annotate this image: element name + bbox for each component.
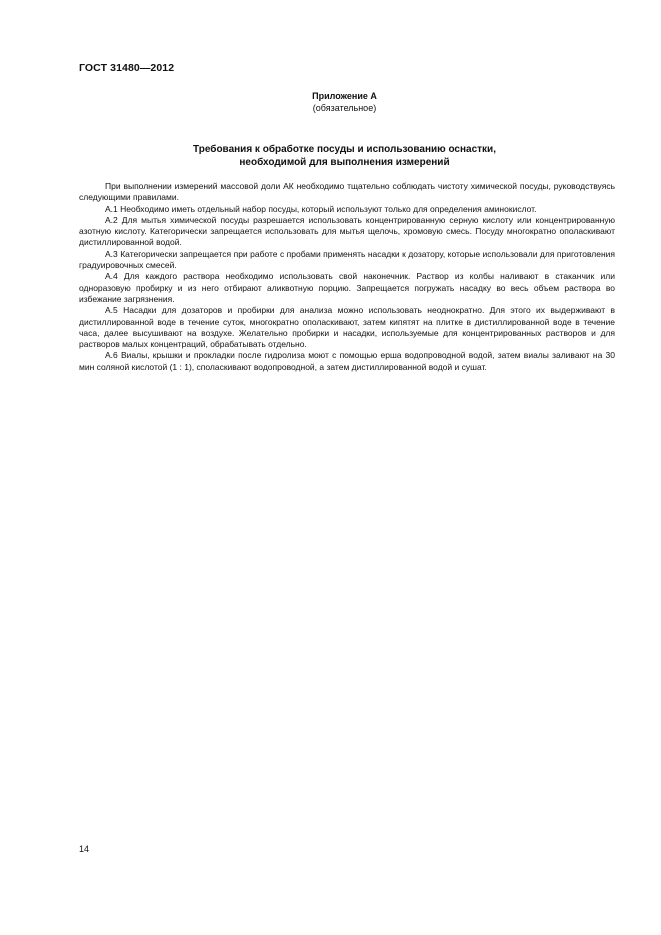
paragraph-a2: А.2 Для мытья химической посуды разрешается использовать концентрированную серную кислоту или концентрированную азотную кислоту. Категорически запрещается использовать для мытья щелочь, хромовую смесь. Посуду многократно ополаскивают дистиллированной водой. xyxy=(79,214,615,248)
standard-header: ГОСТ 31480—2012 xyxy=(79,62,175,74)
section-title-line-1: Требования к обработке посуды и использованию оснастки, xyxy=(193,144,496,155)
paragraph-a6: А.6 Виалы, крышки и прокладки после гидролиза моют с помощью ерша водопроводной водой, затем виалы заливают на 30 мин соляной кислотой (1 : 1), споласкивают водопроводной, а затем дистиллированной водой и сушат. xyxy=(79,350,615,372)
appendix-title: Приложение А xyxy=(312,91,377,101)
paragraph-a1: А.1 Необходимо иметь отдельный набор посуды, который используют только для определения аминокислот. xyxy=(105,203,537,214)
section-title-line-2: необходимой для выполнения измерений xyxy=(239,157,450,168)
section-title xyxy=(0,143,661,169)
appendix-heading xyxy=(0,91,661,114)
paragraph-a3: А.3 Категорически запрещается при работе с пробами применять насадки к дозатору, которые использовали для приготовления градуировочных смесей. xyxy=(79,248,615,271)
paragraph-intro: При выполнении измерений массовой доли АК необходимо тщательно соблюдать чистоту химической посуды, руководствуясь следующими правилами. xyxy=(79,181,615,203)
body-text xyxy=(79,181,615,373)
page-number: 14 xyxy=(79,844,90,854)
paragraph-a5: А.5 Насадки для дозаторов и пробирки для анализа можно использовать неоднократно. Для этого их выдерживают в дистиллированной воде в течение суток, многократно ополаскивают, затем кипятят на плитке в дистиллированной воде в течение часа, далее высушивают на воздухе. Желательно пробирки и насадки, используемые для концентрированных растворов и для растворов малых концентраций, обрабатывать отдельно. xyxy=(79,305,615,350)
paragraph-a4: А.4 Для каждого раствора необходимо использовать свой наконечник. Раствор из колбы наливают в стаканчик или одноразовую пробирку и из него отбирают аликвотную порцию. Запрещается погружать насадку во весь объем раствора во избежание загрязнения. xyxy=(79,271,615,304)
appendix-status: (обязательное) xyxy=(312,102,377,113)
